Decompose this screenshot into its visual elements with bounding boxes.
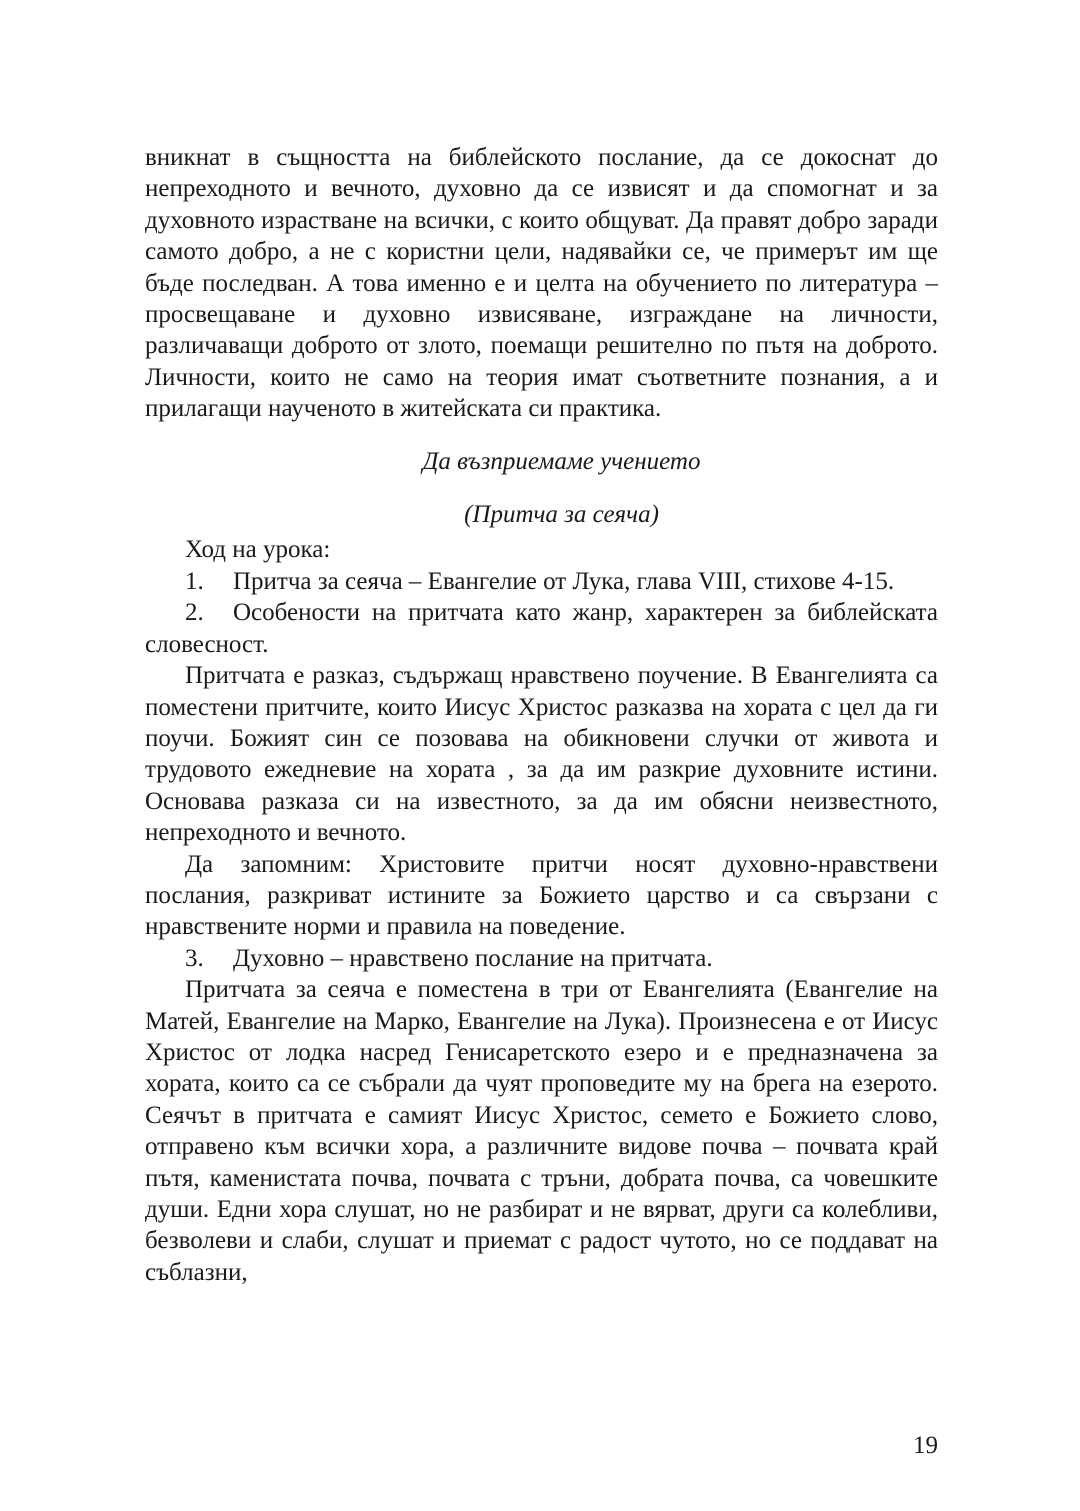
paragraph-remember: Да запомним: Христовите притчи носят духовно-нравствени послания, разкриват истините за Божието царство и са свързани с нравствените норми и правила на поведение. bbox=[145, 850, 938, 941]
list-item-1 bbox=[145, 566, 938, 597]
paragraph-intro: вникнат в същността на библейското послание, да се докоснат до непреходното и вечното, духовно да се извисят и да спомогнат и за духовното израстване на всички, с които общуват. Да правят добро заради самото добро, а не с користни цели, надявайки се, че примерът им ще бъде последван. А това именно е и целта на обучението по литература – просвещаване и духовно извисяване, изграждане на личности, различаващи доброто от злото, поемащи решително по пътя на доброто. Личности, които не само на теория имат съответните познания, а и прилагащи наученото в житейската си практика. bbox=[145, 144, 938, 423]
list-item-1-number: 1. bbox=[185, 567, 204, 595]
paragraph-parable-definition: Притчата е разказ, съдържащ нравствено поучение. В Евангелията са поместени притчите, които Иисус Христос разказва на хората с цел да ги поучи. Божият син се позовава на обикновени случки от живота и трудовото ежедневие на хората , за да им разкрие духовните истини. Основава разказа си на известното, за да им обясни неизвестното, непреходното и вечното. bbox=[145, 662, 938, 847]
section-title: Да възприемаме учението bbox=[422, 447, 701, 475]
lesson-intro: Ход на урока: bbox=[185, 536, 331, 564]
list-item-3 bbox=[145, 943, 938, 974]
list-item-2 bbox=[145, 597, 938, 660]
list-item-3-text: Духовно – нравствено послание на притчата. bbox=[233, 944, 713, 972]
list-item-2-number: 2. bbox=[185, 599, 204, 627]
section-subtitle: (Притча за сеяча) bbox=[464, 501, 659, 529]
list-item-3-number: 3. bbox=[185, 944, 204, 972]
list-item-2-text: Особености на притчата като жанр, характерен за библейската словесност. bbox=[145, 599, 938, 658]
page-body bbox=[145, 142, 938, 1288]
page-number: 19 bbox=[913, 1432, 938, 1459]
paragraph-sower-parable: Притчата за сеяча е поместена в три от Евангелията (Евангелие на Матей, Евангелие на Марко, Евангелие на Лука). Произнесена е от Иисус Христос от лодка насред Генисаретското езеро и е предназначена за хората, които са се събрали да чуят проповедите му на брега на езерото. Сеячът в притчата е самият Иисус Христос, семето е Божието слово, отправено към всички хора, а различните видове почва – почвата край пътя, каменистата почва, почвата с тръни, добрата почва, са човешките души. Едни хора слушат, но не разбират и не вярват, други са колебливи, безволеви и слаби, слушат и приемат с радост чутото, но се поддават на съблазни, bbox=[145, 976, 938, 1286]
list-item-1-text: Притча за сеяча – Евангелие от Лука, глава VIII, стихове 4-15. bbox=[233, 567, 895, 595]
